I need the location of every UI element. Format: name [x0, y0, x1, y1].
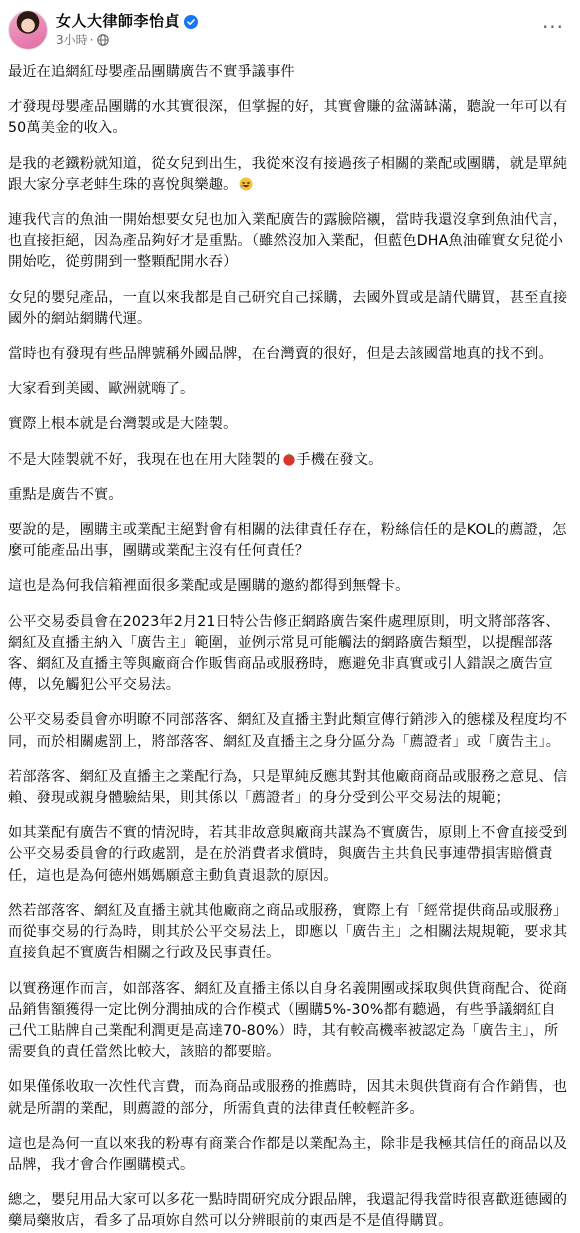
globe-icon[interactable] — [97, 34, 109, 46]
paragraph-text: 不是大陸製就不好，我現在也在用大陸製的 — [8, 451, 281, 468]
post-paragraph: 才發現母嬰產品團購的水其實很深，但掌握的好，其實會賺的盆滿缽滿，聽說一年可以有50萬美金的收入。 — [8, 99, 568, 137]
post-paragraph: 以實務運作而言，如部落客、網紅及直播主係以自身名義開團或採取與供貨商配合、從商品銷售額獲得一定比例分潤抽成的合作模式（團購5%-30%都有聽過，有些爭議網紅自己代工貼牌自己業配利潤更是高達70-80%）時，其有較高機率被認定為「廣告主」，所需要負的責任當然比較大，該賠的都要賠。 — [8, 980, 568, 1061]
post-paragraph: 公平交易委員會亦明瞭不同部落客、網紅及直播主對此類宣傳行銷涉入的態樣及程度均不同，而於相關處罰上，將部落客、網紅及直播主之身分區分為「薦證者」或「廣告主」。 — [8, 712, 568, 750]
author-line — [56, 10, 198, 31]
post-header — [8, 6, 568, 52]
tomato-icon — [282, 452, 296, 466]
paragraph-text: 是我的老鐵粉就知道，從女兒到出生，我從來沒有接過孩子相關的業配或團購，就是單純跟大家分享老蚌生珠的喜悅與樂趣。 — [8, 155, 568, 193]
post-paragraph: 重點是廣告不實。 — [8, 486, 123, 503]
post-paragraph: 這也是為何一直以來我的粉專有商業合作都是以業配為主，除非是我極其信任的商品以及品牌，我才會合作團購模式。 — [8, 1135, 568, 1173]
post-paragraph: 如果僅係收取一次性代言費，而為商品或服務的推薦時，因其未與供貨商有合作銷售，也就是所謂的業配，則薦證的部分，所需負責的法律責任較輕許多。 — [8, 1079, 568, 1117]
post-paragraph: 這也是為何我信箱裡面很多業配或是團購的邀約都得到無聲卡。 — [8, 578, 410, 595]
post-paragraph: 大家看到美國、歐洲就嗨了。 — [8, 381, 195, 398]
post-paragraph: 若部落客、網紅及直播主之業配行為，只是單純反應其對其他廠商商品或服務之意見、信賴、發現或親身體驗結果，則其係以「薦證者」的身分受到公平交易法的規範； — [8, 768, 568, 807]
post-paragraph: 要說的是，團購主或業配主絕對會有相關的法律責任存在，粉絲信任的是KOL的薦證，怎麼可能產品出事，團購或業配主沒有任何責任？ — [8, 522, 567, 560]
author-name[interactable]: 女人大律師李怡貞 — [56, 12, 181, 30]
meta-separator: · — [89, 32, 94, 47]
post-paragraph: 最近在追網紅母嬰產品團購廣告不實爭議事件 — [8, 64, 295, 80]
post-paragraph — [8, 450, 568, 471]
post-paragraph — [8, 154, 568, 196]
post-paragraph: 然若部落客、網紅及直播主就其他廠商之商品或服務，實際上有「經常提供商品或服務」而從事交易的行為時，則其於公平交易法上，即應以「廣告主」之相關法規規範，要求其直接負起不實廣告相關之行政及民事責任。 — [8, 902, 568, 962]
post-paragraph: 實際上根本就是台灣製或是大陸製。 — [8, 416, 238, 433]
avatar[interactable] — [8, 10, 48, 50]
verified-badge-icon — [184, 14, 198, 28]
post-paragraph: 總之，嬰兒用品大家可以多花一點時間研究成分跟品牌，我還記得我當時很喜歡逛德國的藥局藥妝店，看多了品項妳自然可以分辨眼前的東西是不是值得購買。 — [8, 1192, 568, 1230]
post-paragraph: 當時也有發現有些品牌號稱外國品牌，在台灣賣的很好，但是去該國當地真的找不到。 — [8, 346, 553, 363]
paragraph-text: 手機在發文。 — [296, 451, 383, 468]
post-body — [8, 52, 568, 1233]
post-paragraph: 如其業配有廣告不實的情況時，若其非故意與廠商共謀為不實廣告，原則上不會直接受到公平交易委員會的行政處罰，是在於消費者求償時，與廣告主共負民事連帶損害賠償責任，這也是為何德州媽媽願意主動負責退款的原因。 — [8, 825, 568, 884]
post-meta — [56, 31, 109, 48]
post-paragraph: 公平交易委員會在2023年2月21日特公告修正網路廣告案件處理原則，明文將部落客、網紅及直播主納入「廣告主」範圍，並例示常見可能觸法的網路廣告類型，以提醒部落客、網紅及直播主等與廠商合作販售商品或服務時，應避免非真實或引人錯誤之廣告宣傳，以免觸犯公平交易法。 — [8, 613, 560, 694]
more-options-button[interactable]: ··· — [541, 15, 565, 39]
post-timestamp[interactable]: 3小時 — [56, 33, 88, 47]
post-paragraph: 女兒的嬰兒產品，一直以來我都是自己研究自己採購，去國外買或是請代購買，甚至直接國外的網站網購代運。 — [8, 289, 568, 327]
laughing-face-icon — [239, 177, 253, 191]
post-paragraph: 連我代言的魚油一開始想要女兒也加入業配廣告的露臉陪襯，當時我還沒拿到魚油代言，也直接拒絕，因為產品夠好才是重點。（雖然沒加入業配，但藍色DHA魚油確實女兒從小開始吃，從剪開到一整顆配開水吞） — [8, 212, 568, 271]
